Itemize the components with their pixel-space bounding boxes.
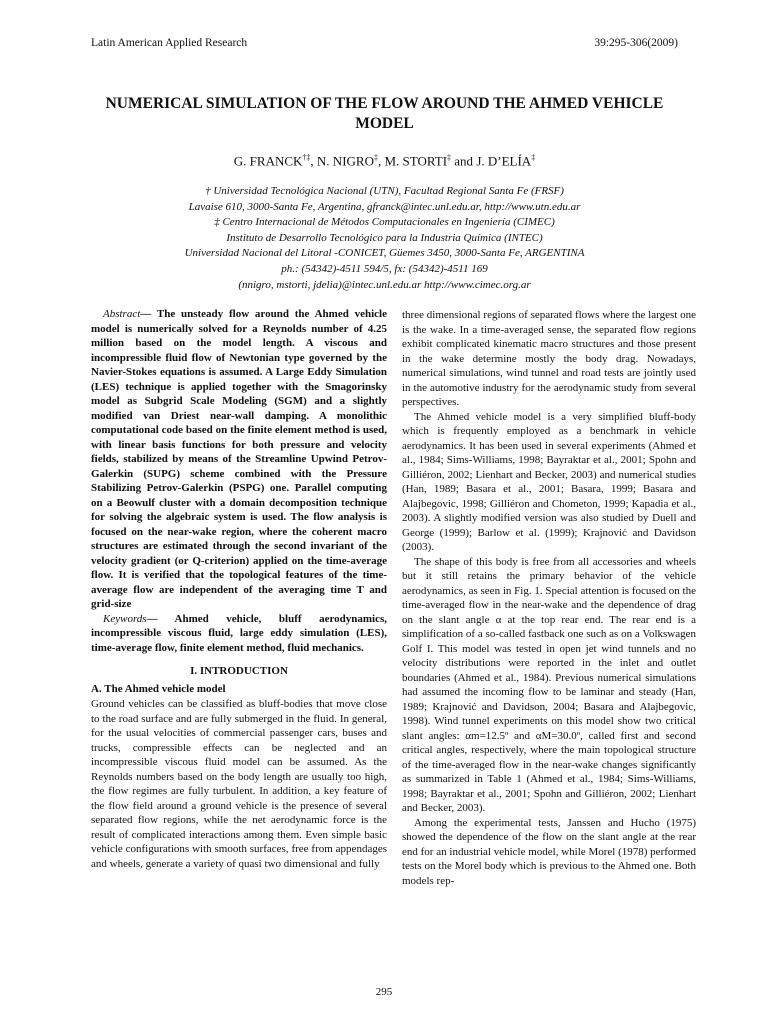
running-header	[91, 37, 678, 53]
right-column	[402, 308, 696, 888]
affiliation-line: (nnigro, mstorti, jdelia)@intec.unl.edu.ar http://www.cimec.org.ar	[238, 278, 531, 291]
affiliation-line: ph.: (54342)-4511 594/5, fx: (54342)-4511 169	[281, 262, 488, 275]
left-column	[91, 307, 387, 871]
abstract	[91, 307, 387, 612]
keywords-label: Keywords	[103, 612, 147, 625]
body-paragraph: Among the experimental tests, Janssen and Hucho (1975) showed the dependence of the flow on the slant angle at the rear end for an industrial vehicle model, while Morel (1978) performed tests on the Morel body which is previous to the Ahmed one. Both models rep-	[402, 816, 696, 887]
author-affil-mark: ‡	[373, 153, 378, 162]
body-paragraph: three dimensional regions of separated flows where the largest one is the wake. In a time-averaged sense, the separated flow regions exhibit complicated kinematic macro structures and those present in the wake determine mostly the body drag. Nowadays, numerical simulations, wind tunnel and road tests are jointly used in the automotive industry for the aerodynamic study from several perspectives.	[402, 309, 696, 408]
author-name: G. FRANCK	[233, 153, 303, 169]
keywords-text: — Ahmed vehicle, bluff aerodynamics, incompressible viscous fluid, large eddy simulation (LES), time-average flow, finite element method, fluid mechanics.	[91, 612, 387, 654]
section-heading: I. INTRODUCTION	[190, 665, 288, 677]
page-number: 295	[375, 986, 393, 998]
author-list: G. FRANCK†‡, N. NIGRO‡, M. STORTI‡ and J. D’ELÍA‡	[233, 153, 536, 169]
author-affil-mark: ‡	[447, 153, 452, 162]
author-affil-mark: ‡	[531, 153, 536, 162]
body-paragraph: Ground vehicles can be classified as bluff-bodies that move close to the road surface and are fully submerged in the fluid. In general, for the usual velocities of commercial passenger cars, buses and trucks, compressible effects can be neglected and an incompressible viscous fluid model can be assumed. As the Reynolds numbers based on the body length are usually too high, the flow regimes are fully turbulent. In addition, a key feature of the flow field around a ground vehicle is the presence of several separated flow regions, while the net aerodynamic force is the result of complicated interactions among them. Even simple basic vehicle configurations with smooth surfaces, free from appendages and wheels, generate a variety of quasi two dimensional and fully	[91, 698, 387, 870]
affiliation-line: Universidad Nacional del Litoral -CONICET, Güemes 3450, 3000-Santa Fe, ARGENTINA	[184, 247, 585, 260]
journal-name: Latin American Applied Research	[91, 37, 248, 49]
citation: 39:295-306(2009)	[594, 37, 678, 49]
body-paragraph: The shape of this body is free from all accessories and wheels but it still retains the primary behavior of the vehicle aerodynamics, as seen in Fig. 1. Special attention is focused on the time-averaged flow in the near-wake and the dependence of drag on the slant angle α at the top rear end. The rear end is a simplification of a so-called fastback one such as on a Volkswagen Golf I. This model was tested in open jet wind tunnels and no velocity distributions were reported in the inlet and outlet boundaries (Ahmed et al., 1984). Previous numerical simulations had assumed the incoming flow to be laminar and steady (Han, 1989; Krajnović and Davidson, 2004; Basara and Alajbegovic, 1998). Wind tunnel experiments on this model show two critical slant angles: αm=12.5º and αM=30.0º, called first and second critical angles, respectively, where the main topological structure of the time-averaged flow in the near-wake changes significantly as summarized in Table 1 (Ahmed et al., 1984; Sims-Williams, 1998; Bayraktar et al., 2001; Spohn and Gilliéron, 2002; Lienhart and Becker, 2003).	[402, 555, 696, 814]
abstract-label: Abstract	[103, 308, 141, 320]
author-name: M. STORTI	[384, 153, 448, 169]
affiliation-line: Lavaise 610, 3000-Santa Fe, Argentina, gfranck@intec.unl.edu.ar, http://www.utn.edu.ar	[188, 200, 581, 213]
author-conjunction: and	[454, 153, 474, 169]
affiliation-line: † Universidad Tecnológica Nacional (UTN), Facultad Regional Santa Fe (FRSF)	[205, 185, 564, 197]
author-affil-mark: †‡	[302, 153, 311, 162]
paper-title: NUMERICAL SIMULATION OF THE FLOW AROUND THE AHMED VEHICLE MODEL	[105, 95, 664, 132]
body-paragraph: The Ahmed vehicle model is a very simplified bluff-body which is frequently employed as a benchmark in vehicle aerodynamics. It has been used in several experiments (Ahmed et al., 1984; Sims-Williams, 1998; Bayraktar et al., 2001; Spohn and Gilliéron, 2002; Lienhart and Becker, 2003) and numerical studies (Han, 1989; Basara et al., 2001; Basara, 1999; Basara and Alajbegovic, 1998; Gilliéron and Chometon, 1999; Kapadia et al., 2003). A slightly modified version was also studied by Duell and George (1999); Barlow et al. (1999); Krajnović and Davidson (2003).	[402, 410, 696, 553]
keywords	[91, 612, 387, 656]
affiliations	[91, 184, 678, 293]
author-name: J. D’ELÍA	[476, 153, 532, 169]
author-name: N. NIGRO	[316, 153, 374, 169]
affiliation-line: ‡ Centro Internacional de Métodos Computacionales en Ingeniería (CIMEC)	[214, 216, 555, 229]
abstract-text: — The unsteady flow around the Ahmed vehicle model is numerically solved for a Reynolds number of 4.25 million based on the model length. A viscous and incompressible fluid flow of Newtonian type governed by the Navier-Stokes equations is assumed. A Large Eddy Simulation (LES) technique is applied together with the Smagorinsky model as Subgrid Scale Modeling (SGM) and a slightly modified van Driest near-wall damping. A monolithic computational code based on the finite element method is used, with linear basis functions for both pressure and velocity fields, stabilized by means of the Streamline Upwind Petrov-Galerkin (SUPG) scheme combined with the Pressure Stabilizing Petrov-Galerkin (PSPG) one. Parallel computing on a Beowulf cluster with a domain decomposition technique for solving the algebraic system is used. The flow analysis is focused on the near-wake region, where the coherent macro structures are estimated through the second invariant of the velocity gradient (or Q-criterion) applied on the time-average flow. It is verified that the topological features of the time-average flow are independent of the averaging time T and grid-size	[91, 308, 387, 610]
subsection-heading: A. The Ahmed vehicle model	[91, 682, 226, 695]
affiliation-line: Instituto de Desarrollo Tecnológico para la Industria Química (INTEC)	[226, 231, 543, 244]
